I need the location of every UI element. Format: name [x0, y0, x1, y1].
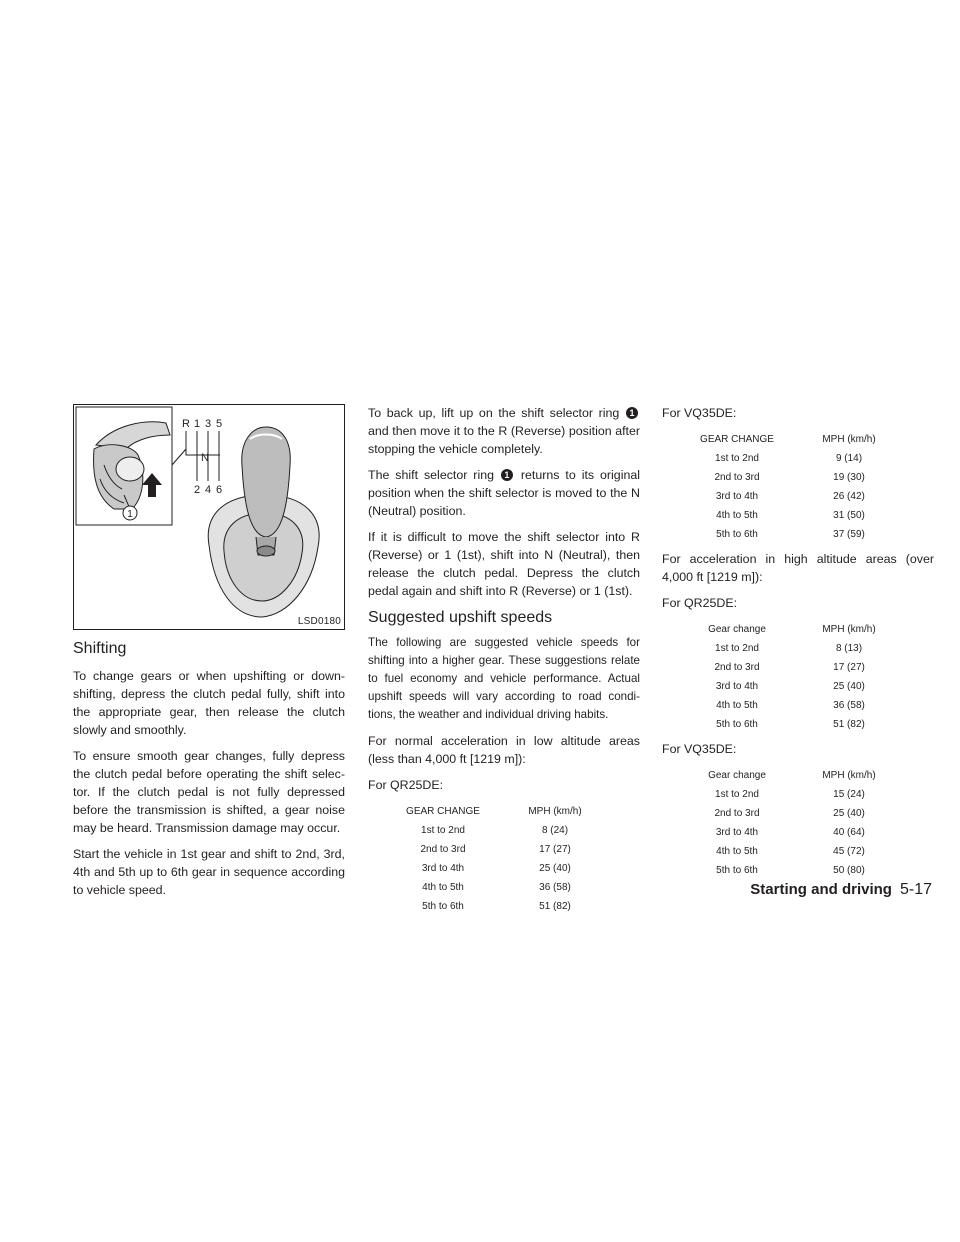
column-right — [662, 404, 934, 886]
backing-text-c: The shift selector ring — [368, 468, 494, 482]
gear-label-3: 3 — [205, 418, 212, 430]
speed-cell: 8 (24) — [541, 825, 569, 836]
speed-cell: 51 (82) — [539, 901, 571, 912]
gear-label-2: 2 — [194, 484, 201, 496]
backing-text-b: and then move it to the R (Reverse) position after stopping the vehicle completely. — [368, 424, 640, 456]
speed-cell: 26 (42) — [833, 491, 865, 502]
table-row — [386, 840, 610, 859]
page-number: 5-17 — [899, 881, 932, 898]
table-row — [680, 861, 904, 880]
figure-id: LSD0180 — [297, 616, 341, 627]
table-title-vq35de-high: For VQ35DE: — [662, 742, 737, 756]
speed-cell: 19 (30) — [833, 472, 865, 483]
table-row — [680, 487, 904, 506]
gear-cell: 5th to 6th — [716, 719, 758, 730]
table-header-row — [680, 429, 904, 449]
table-header-row — [680, 619, 904, 639]
column-left — [73, 404, 345, 907]
speed-cell: 9 (14) — [835, 453, 863, 464]
gear-label-r: R — [182, 418, 190, 430]
gear-cell: 4th to 5th — [716, 510, 758, 521]
page-footer — [750, 880, 932, 900]
gear-label-n: N — [201, 452, 209, 464]
gear-cell: 2nd to 3rd — [714, 472, 760, 483]
shifter-illustration — [73, 404, 345, 630]
table-row — [680, 468, 904, 487]
header-speed: MPH (km/h) — [822, 769, 876, 781]
speed-cell: 15 (24) — [833, 789, 865, 800]
speed-cell: 8 (13) — [835, 643, 863, 654]
table-title-vq35de-normal: For VQ35DE: — [662, 406, 737, 420]
header-speed: MPH (km/h) — [822, 433, 876, 445]
table-row — [386, 821, 610, 840]
table-title-qr25de-high: For QR25DE: — [662, 596, 738, 610]
gear-cell: 2nd to 3rd — [714, 808, 760, 819]
table-row — [680, 639, 904, 658]
upshift-table-vq35de-normal — [680, 429, 904, 544]
shifting-paragraph-2: To ensure smooth gear changes, fully depress the clutch pedal before operating the shift selec-tor. If the clutch pedal is not fully depressed before the transmission is shifted, a gear noise may be heard. Transmission damage may occur. — [73, 749, 345, 835]
table-row — [680, 677, 904, 696]
gear-label-4: 4 — [205, 484, 212, 496]
gear-cell: 2nd to 3rd — [420, 844, 466, 855]
header-speed: MPH (km/h) — [822, 623, 876, 635]
upshift-table-qr25de-high — [680, 619, 904, 734]
gear-cell: 3rd to 4th — [715, 491, 759, 502]
speed-cell: 25 (40) — [833, 681, 865, 692]
gear-label-1: 1 — [194, 418, 201, 430]
gear-cell: 3rd to 4th — [421, 863, 465, 874]
gear-cell: 4th to 5th — [716, 700, 758, 711]
table-title-qr25de-normal: For QR25DE: — [368, 778, 444, 792]
gear-label-6: 6 — [216, 484, 223, 496]
gear-cell: 5th to 6th — [716, 529, 758, 540]
speed-cell: 51 (82) — [833, 719, 865, 730]
speed-cell: 37 (59) — [833, 529, 865, 540]
table-row — [680, 715, 904, 734]
gear-cell: 2nd to 3rd — [714, 662, 760, 673]
upshift-table-qr25de-normal — [386, 801, 610, 916]
gear-cell: 5th to 6th — [716, 865, 758, 876]
table-row — [680, 842, 904, 861]
table-header-row — [680, 765, 904, 785]
shifting-heading: Shifting — [73, 640, 127, 657]
backing-paragraph-2 — [368, 466, 640, 520]
gear-cell: 3rd to 4th — [715, 827, 759, 838]
speed-cell: 31 (50) — [833, 510, 865, 521]
header-gear-change: GEAR CHANGE — [700, 433, 774, 445]
header-gear-change: GEAR CHANGE — [406, 805, 480, 817]
gear-cell: 5th to 6th — [422, 901, 464, 912]
figure-callout: 1 — [127, 509, 133, 520]
gear-cell: 1st to 2nd — [715, 789, 759, 800]
table-row — [680, 449, 904, 468]
speed-cell: 17 (27) — [539, 844, 571, 855]
speed-cell: 50 (80) — [833, 865, 865, 876]
gear-cell: 1st to 2nd — [715, 453, 759, 464]
table-row — [386, 859, 610, 878]
gear-cell: 3rd to 4th — [715, 681, 759, 692]
shifting-paragraph-3: Start the vehicle in 1st gear and shift to 2nd, 3rd, 4th and 5th up to 6th gear in sequence according to vehicle speed. — [73, 847, 345, 897]
backing-text-a: To back up, lift up on the shift selector ring — [368, 406, 620, 420]
speed-cell: 25 (40) — [539, 863, 571, 874]
backing-text-d: returns to its original position when the shift selector is moved to the N (Neutral) position. — [368, 468, 640, 518]
table-row — [386, 878, 610, 897]
speed-cell: 36 (58) — [539, 882, 571, 893]
upshift-heading: Suggested upshift speeds — [368, 609, 553, 626]
backing-paragraph-1 — [368, 404, 640, 458]
footer-section-title: Starting and driving — [750, 881, 892, 898]
speed-cell: 25 (40) — [833, 808, 865, 819]
speed-cell: 36 (58) — [833, 700, 865, 711]
callout-badge-icon: 1 — [501, 469, 513, 481]
speed-cell: 45 (72) — [833, 846, 865, 857]
gear-cell: 1st to 2nd — [715, 643, 759, 654]
header-gear-change: Gear change — [708, 769, 766, 781]
high-altitude-label: For acceleration in high altitude areas (over 4,000 ft [1219 m]): — [662, 552, 934, 584]
table-header-row — [386, 801, 610, 821]
table-row — [680, 804, 904, 823]
table-row — [680, 658, 904, 677]
table-row — [680, 506, 904, 525]
callout-badge-icon: 1 — [626, 407, 638, 419]
gear-cell: 4th to 5th — [716, 846, 758, 857]
backing-paragraph-3: If it is difficult to move the shift selector into R (Reverse) or 1 (1st), shift into N (Neutral), then release the clutch pedal. Depress the clutch pedal again and shift into R (Reverse) or 1 (1st). — [368, 530, 640, 598]
gear-cell: 1st to 2nd — [421, 825, 465, 836]
column-middle — [368, 404, 640, 922]
speed-cell: 40 (64) — [833, 827, 865, 838]
table-row — [680, 785, 904, 804]
table-row — [386, 897, 610, 916]
table-row — [680, 823, 904, 842]
upshift-table-vq35de-high — [680, 765, 904, 880]
table-row — [680, 696, 904, 715]
header-speed: MPH (km/h) — [528, 805, 582, 817]
gear-label-5: 5 — [216, 418, 223, 430]
gear-cell: 4th to 5th — [422, 882, 464, 893]
shifter-drawing — [74, 405, 344, 629]
shifting-paragraph-1: To change gears or when upshifting or down-shifting, depress the clutch pedal fully, shift into the appropriate gear, then release the clutch slowly and smoothly. — [73, 669, 345, 737]
table-row — [680, 525, 904, 544]
normal-accel-label: For normal acceleration in low altitude areas (less than 4,000 ft [1219 m]): — [368, 734, 640, 766]
header-gear-change: Gear change — [708, 623, 766, 635]
speed-cell: 17 (27) — [833, 662, 865, 673]
upshift-intro: The following are suggested vehicle speeds for shifting into a higher gear. These suggestions relate to fuel economy and vehicle performance. Actual upshift speeds will vary according to road condi-tions, the weather and individual driving habits. — [368, 636, 640, 721]
shift-pattern-diagram — [182, 418, 222, 496]
